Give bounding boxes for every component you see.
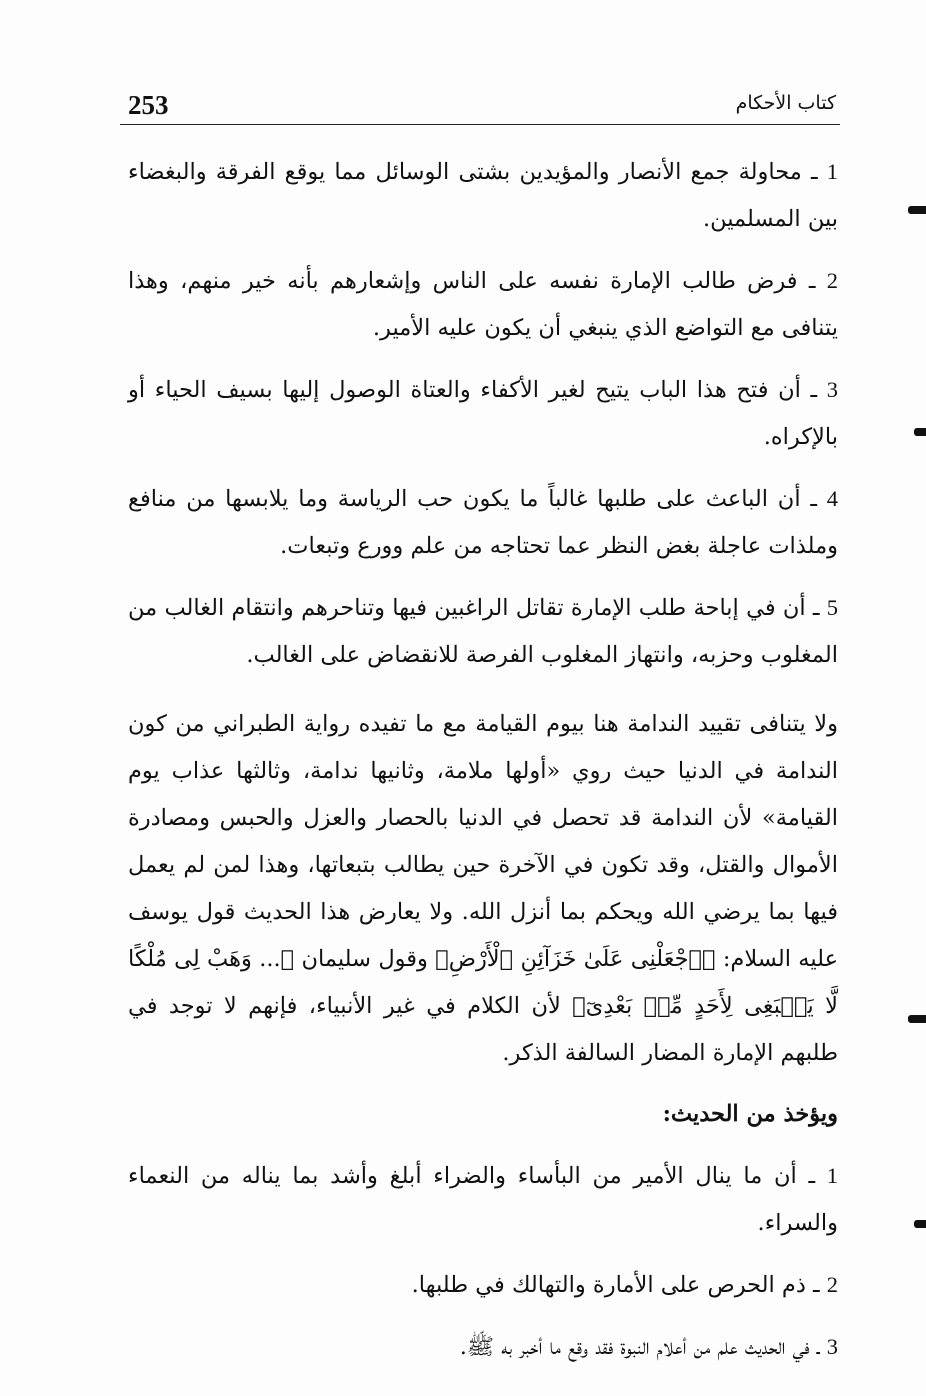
item-number: 3 xyxy=(826,377,839,402)
item-text: ـ أن الباعث على طلبها غالباً ما يكون حب الرياسة وما يلابسها من منافع وملذات عاجلة بغض النظر عما تحتاجه من علم وورع وتبعات. xyxy=(128,486,838,559)
scan-edge-mark xyxy=(914,1220,926,1228)
book-title: كتاب الأحكام xyxy=(735,92,836,114)
item-number: 1 xyxy=(826,1163,839,1188)
list-item xyxy=(128,257,838,352)
item-text: ـ أن ما ينال الأمير من البأساء والضراء أبلغ وأشد بما يناله من النعماء والسراء. xyxy=(128,1163,838,1236)
item-text: ـ ذم الحرص على الأمارة والتهالك في طلبها. xyxy=(411,1272,820,1298)
page-header xyxy=(120,88,840,125)
list-item xyxy=(128,366,838,461)
item-text: ـ أن فتح هذا الباب يتيح لغير الأكفاء والعتاة الوصول إليها بسيف الحياء أو بالإكراه. xyxy=(128,377,838,450)
list-item xyxy=(128,1261,838,1309)
scan-edge-mark xyxy=(914,428,926,436)
item-number: 4 xyxy=(826,486,838,511)
scan-edge-mark xyxy=(908,206,926,214)
item-number: 2 xyxy=(826,1272,838,1297)
item-text: ـ محاولة جمع الأنصار والمؤيدين بشتى الوسائل مما يوقع الفرقة والبغضاء بين المسلمين. xyxy=(128,159,838,232)
item-number: 2 xyxy=(826,268,838,293)
item-number: 3 xyxy=(826,1334,838,1359)
item-text: ـ أن في إباحة طلب الإمارة تقاتل الراغبين فيها وتناحرهم وانتقام الغالب من المغلوب وحزبه، وانتهاز المغلوب الفرصة للانقضاض على الغالب. xyxy=(128,595,838,668)
section-subheading: ويؤخذ من الحديث: xyxy=(662,1101,838,1127)
list-item xyxy=(128,475,838,570)
discussion-paragraph: ولا يتنافى تقييد الندامة هنا بيوم القيامة مع ما تفيده رواية الطبراني من كون الندامة في الدنيا حيث روي «أولها ملامة، وثانيها ندامة، وثالثها عذاب يوم القيامة» لأن الندامة قد تحصل في الدنيا بالحصار والعزل والحبس ومصادرة الأموال والقتل، وقد تكون في الآخرة حين يطالب بتبعاتها، وهذا لمن لم يعمل فيها بما يرضي الله ويحكم بما أنزل الله. ولا يعارض هذا الحديث قول يوسف عليه السلام: ﴿ٱجْعَلْنِى عَلَىٰ خَزَآئِنِ ٱلْأَرْضِ﴾ وقول سليمان ﴿... وَهَبْ لِى مُلْكًا لَّا يَنۢبَغِى لِأَحَدٍ مِّنۢ بَعْدِىٓ﴾ لأن الكلام في غير الأنبياء، فإنهم لا توجد في طلبهم الإمارة المضار السالفة الذكر. xyxy=(128,711,838,1066)
list-item xyxy=(128,1152,838,1247)
item-number: 5 xyxy=(826,595,838,620)
list-item xyxy=(128,1323,838,1371)
item-text: ـ في الحديث علم من أعلام النبوة فقد وقع ما أخبر به ﷺ. xyxy=(459,1334,820,1360)
item-text: ـ فرض طالب الإمارة نفسه على الناس وإشعارهم بأنه خير منهم، وهذا يتنافى مع التواضع الذي ينبغي أن يكون عليه الأمير. xyxy=(128,268,838,341)
body-text xyxy=(128,148,838,1385)
list-item xyxy=(128,584,838,679)
list-item xyxy=(128,148,838,243)
page-number: 253 xyxy=(128,90,169,120)
item-number: 1 xyxy=(826,159,838,184)
scan-edge-mark xyxy=(908,1015,926,1023)
